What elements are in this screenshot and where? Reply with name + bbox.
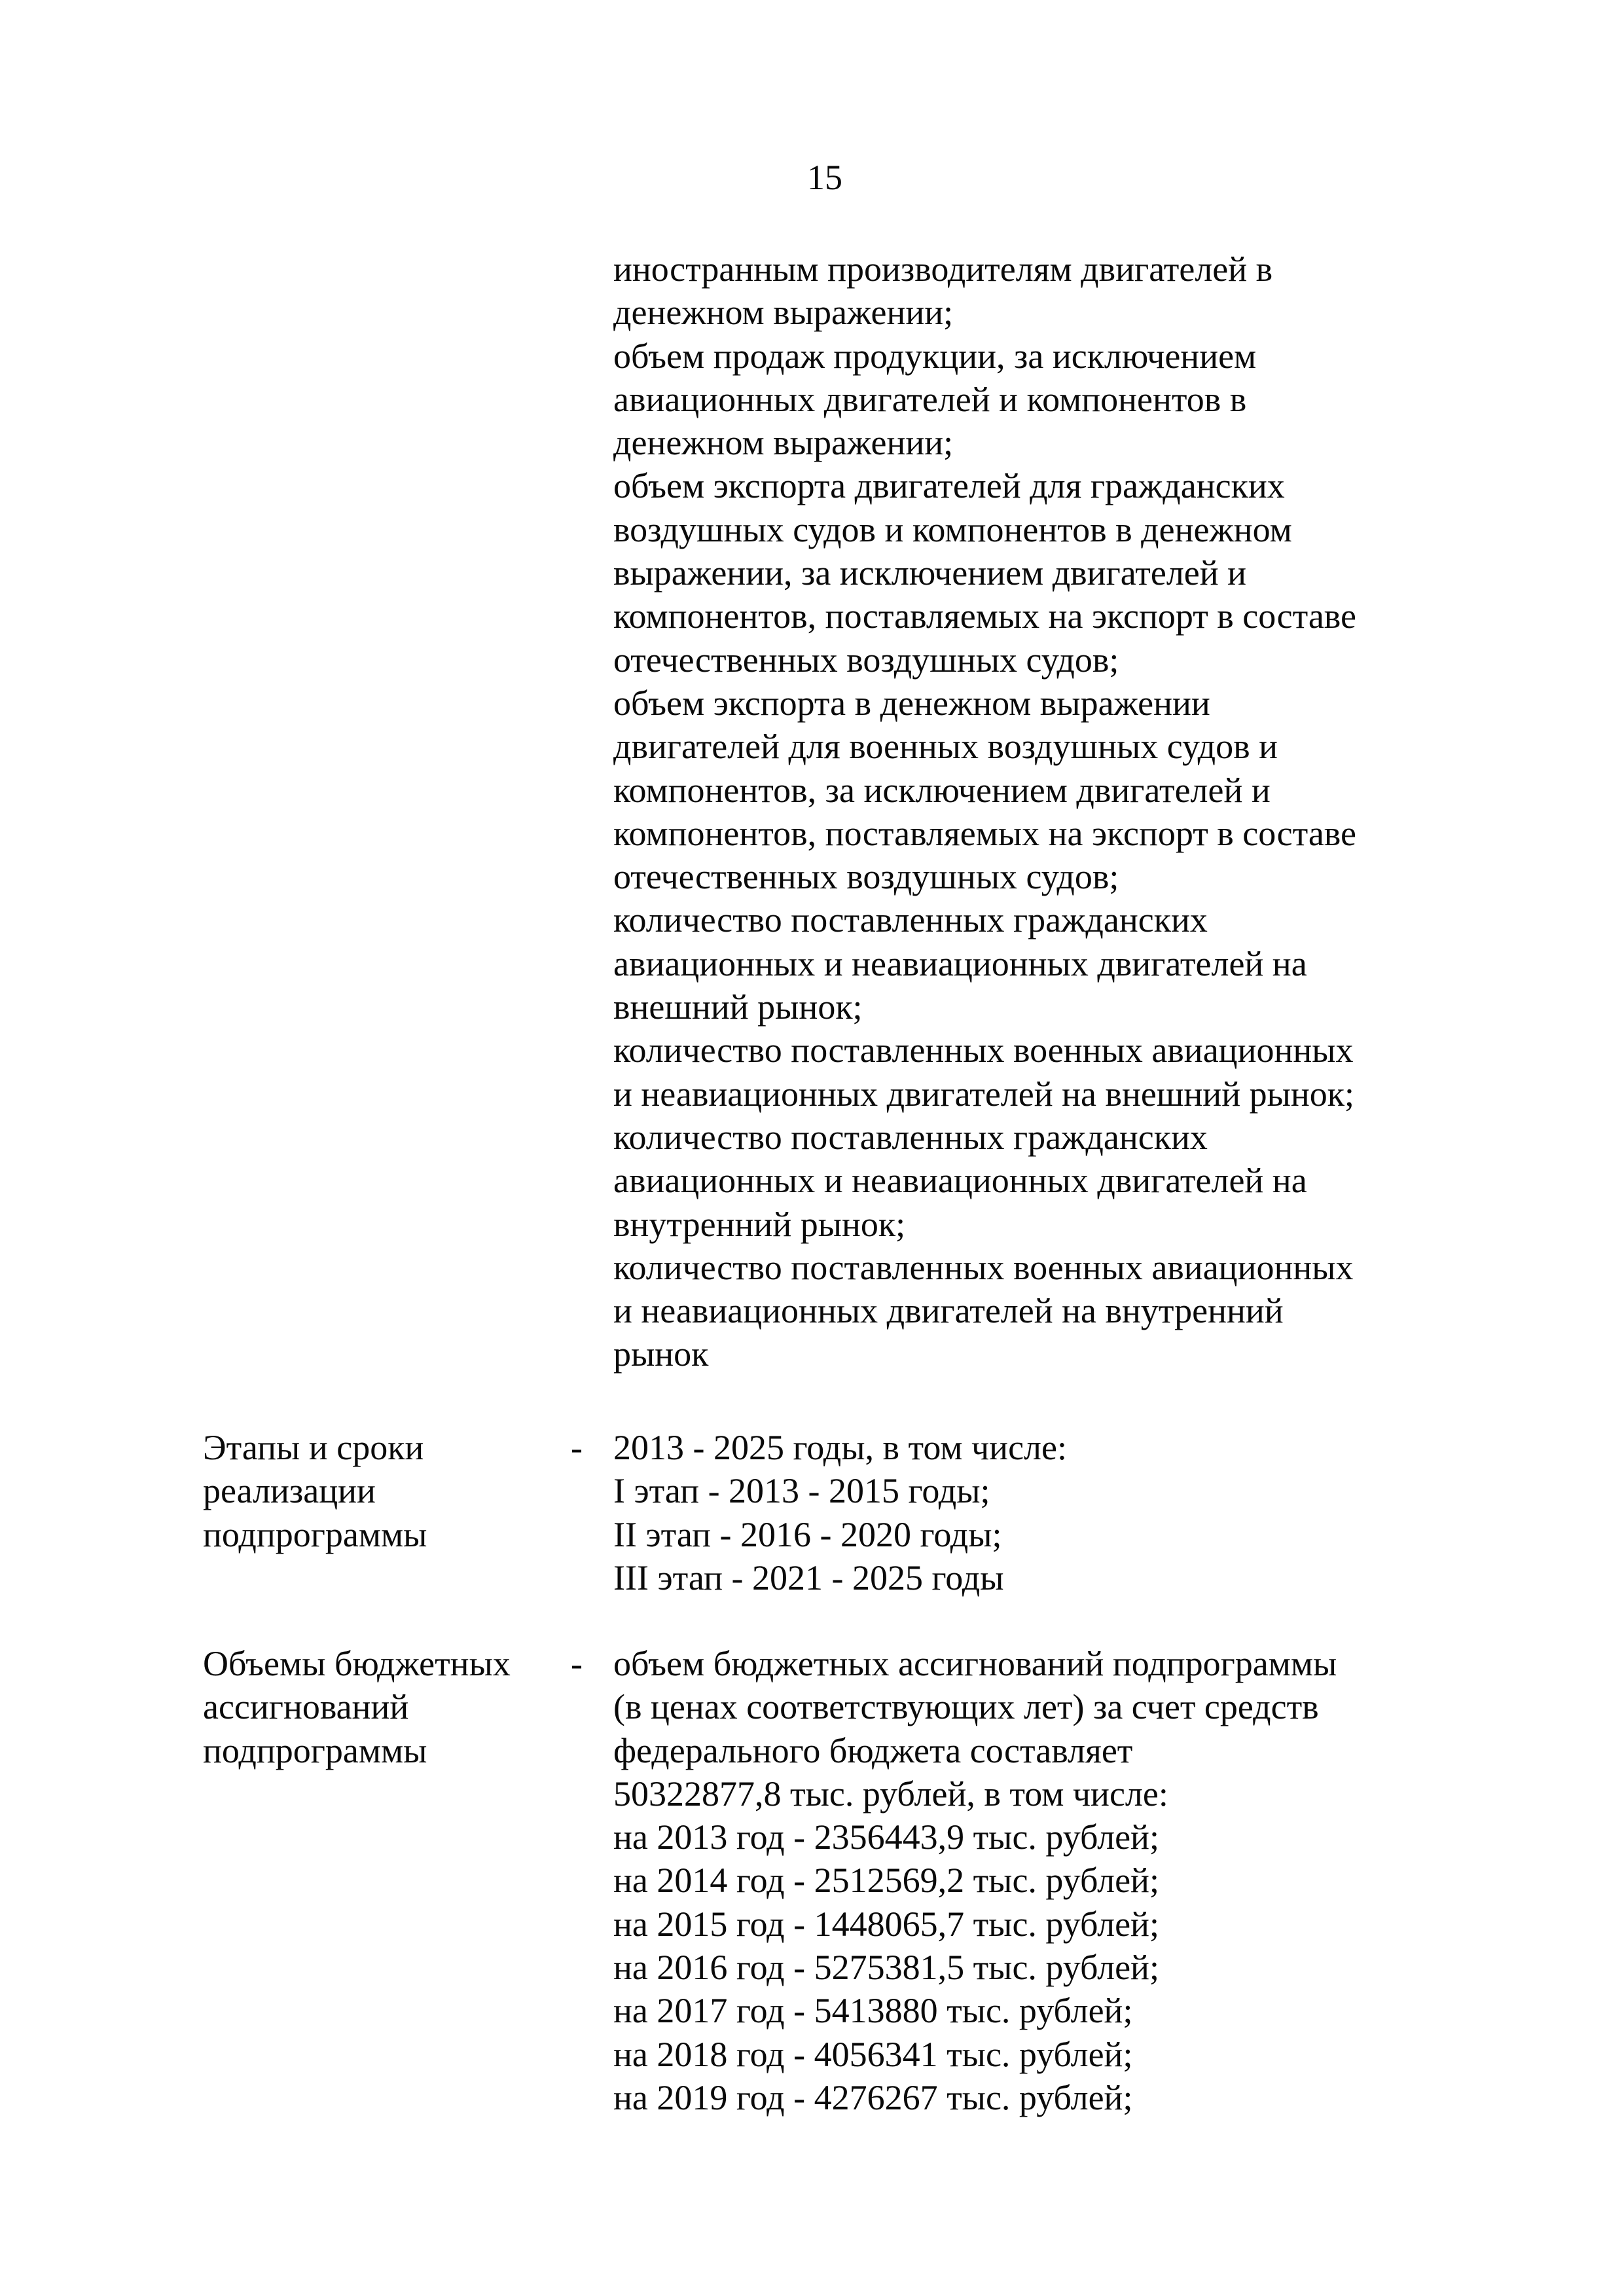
text-line: отечественных воздушных судов; bbox=[613, 640, 1119, 680]
label-line: Объемы бюджетных bbox=[203, 1644, 511, 1683]
text-line: объем экспорта двигателей для гражданских bbox=[613, 466, 1285, 506]
text-line: выражении, за исключением двигателей и bbox=[613, 553, 1247, 593]
text-line: воздушных судов и компонентов в денежном bbox=[613, 509, 1292, 549]
label-line: Этапы и сроки bbox=[203, 1428, 424, 1467]
value-line: на 2015 год - 1448065,7 тыс. рублей; bbox=[613, 1904, 1159, 1944]
text-line: количество поставленных военных авиационных bbox=[613, 1030, 1354, 1070]
value-line: на 2016 год - 5275381,5 тыс. рублей; bbox=[613, 1948, 1159, 1988]
funding-label bbox=[203, 1642, 569, 1772]
text-line: иностранным производителям двигателей в bbox=[613, 249, 1273, 289]
value-line: (в ценах соответствующих лет) за счет средств bbox=[613, 1687, 1319, 1727]
text-line: авиационных двигателей и компонентов в bbox=[613, 379, 1247, 419]
value-line: на 2017 год - 5413880 тыс. рублей; bbox=[613, 1991, 1133, 2031]
text-line: объем продаж продукции, за исключением bbox=[613, 336, 1257, 376]
text-line: авиационных и неавиационных двигателей на bbox=[613, 1161, 1307, 1201]
value-line: на 2014 год - 2512569,2 тыс. рублей; bbox=[613, 1861, 1159, 1901]
text-line: количество поставленных военных авиационных bbox=[613, 1247, 1354, 1287]
text-line: денежном выражении; bbox=[613, 293, 954, 333]
value-line: на 2018 год - 4056341 тыс. рублей; bbox=[613, 2034, 1133, 2074]
separator-dash: - bbox=[571, 1428, 583, 1467]
indicators-text bbox=[613, 247, 1464, 1376]
text-line: количество поставленных гражданских bbox=[613, 1117, 1208, 1157]
value-line: II этап - 2016 - 2020 годы; bbox=[613, 1514, 1002, 1554]
text-line: компонентов, поставляемых на экспорт в составе bbox=[613, 813, 1356, 853]
label-line: подпрограммы bbox=[203, 1514, 427, 1554]
text-line: авиационных и неавиационных двигателей на bbox=[613, 943, 1307, 983]
text-line: компонентов, за исключением двигателей и bbox=[613, 770, 1271, 810]
label-line: реализации bbox=[203, 1471, 376, 1511]
value-line: федерального бюджета составляет bbox=[613, 1730, 1133, 1770]
text-line: отечественных воздушных судов; bbox=[613, 857, 1119, 897]
separator-dash: - bbox=[571, 1644, 583, 1683]
funding-value bbox=[613, 1642, 1464, 2119]
stages-value bbox=[613, 1426, 1464, 1599]
value-line: на 2013 год - 2356443,9 тыс. рублей; bbox=[613, 1817, 1159, 1857]
text-line: двигателей для военных воздушных судов и bbox=[613, 727, 1278, 767]
label-line: подпрограммы bbox=[203, 1730, 427, 1770]
page-number: 15 bbox=[807, 158, 842, 197]
text-line: компонентов, поставляемых на экспорт в составе bbox=[613, 596, 1356, 636]
value-line: на 2019 год - 4276267 тыс. рублей; bbox=[613, 2077, 1133, 2117]
value-line: I этап - 2013 - 2015 годы; bbox=[613, 1471, 990, 1511]
stages-label bbox=[203, 1426, 569, 1556]
text-line: внутренний рынок; bbox=[613, 1204, 906, 1244]
text-line: и неавиационных двигателей на внутренний bbox=[613, 1291, 1284, 1331]
text-line: объем экспорта в денежном выражении bbox=[613, 683, 1210, 723]
text-line: и неавиационных двигателей на внешний рынок; bbox=[613, 1074, 1355, 1114]
value-line: 2013 - 2025 годы, в том числе: bbox=[613, 1428, 1067, 1467]
value-line: объем бюджетных ассигнований подпрограммы bbox=[613, 1644, 1337, 1683]
label-line: ассигнований bbox=[203, 1687, 409, 1727]
value-line: 50322877,8 тыс. рублей, в том числе: bbox=[613, 1774, 1168, 1813]
value-line: III этап - 2021 - 2025 годы bbox=[613, 1558, 1004, 1597]
text-line: рынок bbox=[613, 1334, 709, 1374]
text-line: внешний рынок; bbox=[613, 987, 863, 1027]
text-line: денежном выражении; bbox=[613, 423, 954, 463]
text-line: количество поставленных гражданских bbox=[613, 900, 1208, 940]
